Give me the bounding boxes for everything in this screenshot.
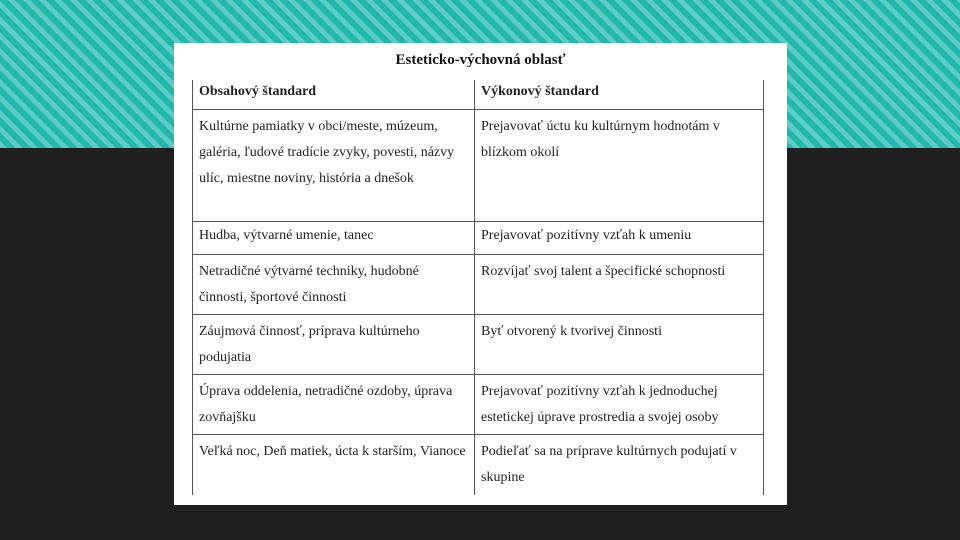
content-cell: Netradičné výtvarné techniky, hudobné činnosti, športové činnosti xyxy=(193,255,475,315)
table-row xyxy=(193,222,764,255)
content-cell: Veľká noc, Deň matiek, úcta k starším, Vianoce xyxy=(193,435,475,496)
performance-cell: Rozvíjať svoj talent a špecifické schopnosti xyxy=(475,255,764,315)
performance-cell: Prejavovať pozitívny vzťah k jednoduchej estetickej úprave prostredia a svojej osoby xyxy=(475,375,764,435)
table-row xyxy=(193,255,764,315)
performance-cell: Prejavovať úctu ku kultúrnym hodnotám v blízkom okolí xyxy=(475,110,764,222)
content-cell: Úprava oddelenia, netradičné ozdoby, úprava zovňajšku xyxy=(193,375,475,435)
table-row xyxy=(193,435,764,496)
content-cell: Hudba, výtvarné umenie, tanec xyxy=(193,222,475,255)
header-content-standard: Obsahový štandard xyxy=(193,80,475,110)
performance-cell: Podieľať sa na príprave kultúrnych podujatí v skupine xyxy=(475,435,764,496)
table-row xyxy=(193,315,764,375)
content-cell: Záujmová činnosť, príprava kultúrneho podujatia xyxy=(193,315,475,375)
table-row xyxy=(193,110,764,222)
table-row xyxy=(193,375,764,435)
document-image xyxy=(174,43,787,505)
content-cell: Kultúrne pamiatky v obci/meste, múzeum, galéria, ľudové tradície zvyky, povesti, názvy ulíc, miestne noviny, história a dnešok xyxy=(193,110,475,222)
standards-table xyxy=(192,80,764,495)
performance-cell: Prejavovať pozitívny vzťah k umeniu xyxy=(475,222,764,255)
performance-cell: Byť otvorený k tvorivej činnosti xyxy=(475,315,764,375)
header-performance-standard: Výkonový štandard xyxy=(475,80,764,110)
table-header-row xyxy=(193,80,764,110)
document-title: Esteticko-výchovná oblasť xyxy=(395,52,566,68)
